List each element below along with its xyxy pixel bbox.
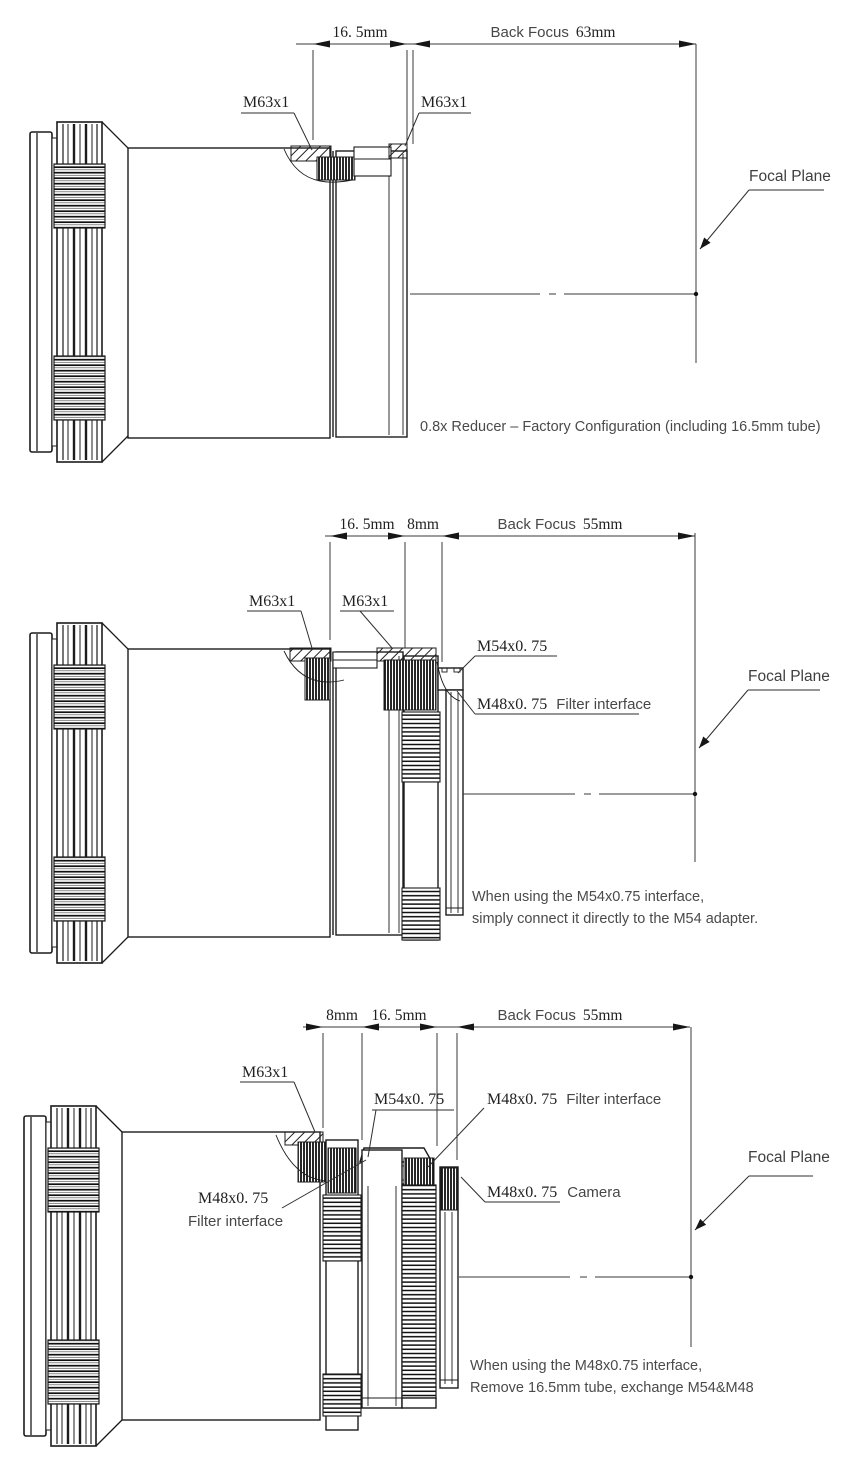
lens-body xyxy=(128,649,403,937)
focal-plane-label: Focal Plane xyxy=(748,1149,830,1166)
label-m63-left xyxy=(241,94,312,150)
lens-front-assembly xyxy=(30,122,128,462)
heavy-thread-ring xyxy=(402,1158,436,1408)
m63-mid-label: M63x1 xyxy=(342,593,389,610)
caption-m48-line2: Remove 16.5mm tube, exchange M54&M48 xyxy=(470,1380,754,1396)
lens-body xyxy=(122,1132,320,1420)
focal-plane-label: Focal Plane xyxy=(749,168,831,185)
m48-filter-top-label: M48x0. 75 Filter interface xyxy=(487,1091,662,1108)
focal-plane-group xyxy=(696,44,831,363)
m63-left-label: M63x1 xyxy=(249,593,296,610)
drawing-m48-interface xyxy=(24,1007,830,1446)
dim-back-focus: Back Focus 55mm xyxy=(497,516,623,533)
dim-tube-length: 16. 5mm xyxy=(332,24,388,41)
focal-plane-group xyxy=(691,1027,830,1347)
focal-plane-group xyxy=(695,533,830,862)
dimension-16-5mm xyxy=(296,24,696,144)
label-m63-mid xyxy=(340,593,394,648)
drawing-m54-interface xyxy=(30,516,830,963)
lens-front-assembly xyxy=(24,1106,122,1446)
optical-centerline xyxy=(463,792,697,796)
dim-back-focus: Back Focus 63mm xyxy=(490,24,616,41)
m63-label: M63x1 xyxy=(242,1064,289,1081)
optical-centerline xyxy=(459,1275,693,1279)
dim-back-focus: Back Focus 55mm xyxy=(497,1007,623,1024)
label-m63-right xyxy=(405,94,471,146)
drawing-factory-configuration xyxy=(30,24,831,462)
caption-factory-configuration: 0.8x Reducer – Factory Configuration (including 16.5mm tube) xyxy=(420,419,821,435)
label-m63 xyxy=(240,1064,315,1132)
m63-right-label: M63x1 xyxy=(421,94,468,111)
dim-tube-length: 16. 5mm xyxy=(371,1007,427,1024)
caption-m54-line2: simply connect it directly to the M54 adapter. xyxy=(472,911,759,927)
label-m54 xyxy=(368,1091,454,1157)
dim-adapter-length: 8mm xyxy=(326,1007,358,1024)
m48-filter-left-text: Filter interface xyxy=(188,1213,284,1230)
m54-label: M54x0. 75 xyxy=(477,638,548,655)
m48-filter-left-code: M48x0. 75 xyxy=(198,1190,269,1207)
m48-camera-ring xyxy=(440,1167,458,1388)
m54-adapter-ring xyxy=(438,668,463,915)
label-m54 xyxy=(458,638,557,673)
label-m48-filter-top xyxy=(428,1091,661,1167)
caption-m48-line1: When using the M48x0.75 interface, xyxy=(470,1358,703,1374)
focal-plane-label: Focal Plane xyxy=(748,668,830,685)
label-m48-filter xyxy=(457,691,651,714)
optical-centerline xyxy=(410,292,698,296)
dimension-lines xyxy=(303,1007,690,1160)
caption-m54-line1: When using the M54x0.75 interface, xyxy=(472,889,705,905)
front-reducer-ring xyxy=(323,1140,361,1430)
lens-front-assembly xyxy=(30,623,128,963)
label-m63-left xyxy=(247,593,312,648)
m48-camera-label: M48x0. 75 Camera xyxy=(487,1184,621,1201)
lens-body xyxy=(128,148,407,438)
dim-tube-length: 16. 5mm xyxy=(339,516,395,533)
m63-left-label: M63x1 xyxy=(243,94,290,111)
label-m48-camera xyxy=(461,1177,621,1202)
dim-adapter-length: 8mm xyxy=(407,516,439,533)
m54-label: M54x0. 75 xyxy=(374,1091,445,1108)
m48-filter-label: M48x0. 75 Filter interface xyxy=(477,696,652,713)
tube-section xyxy=(362,1150,402,1408)
